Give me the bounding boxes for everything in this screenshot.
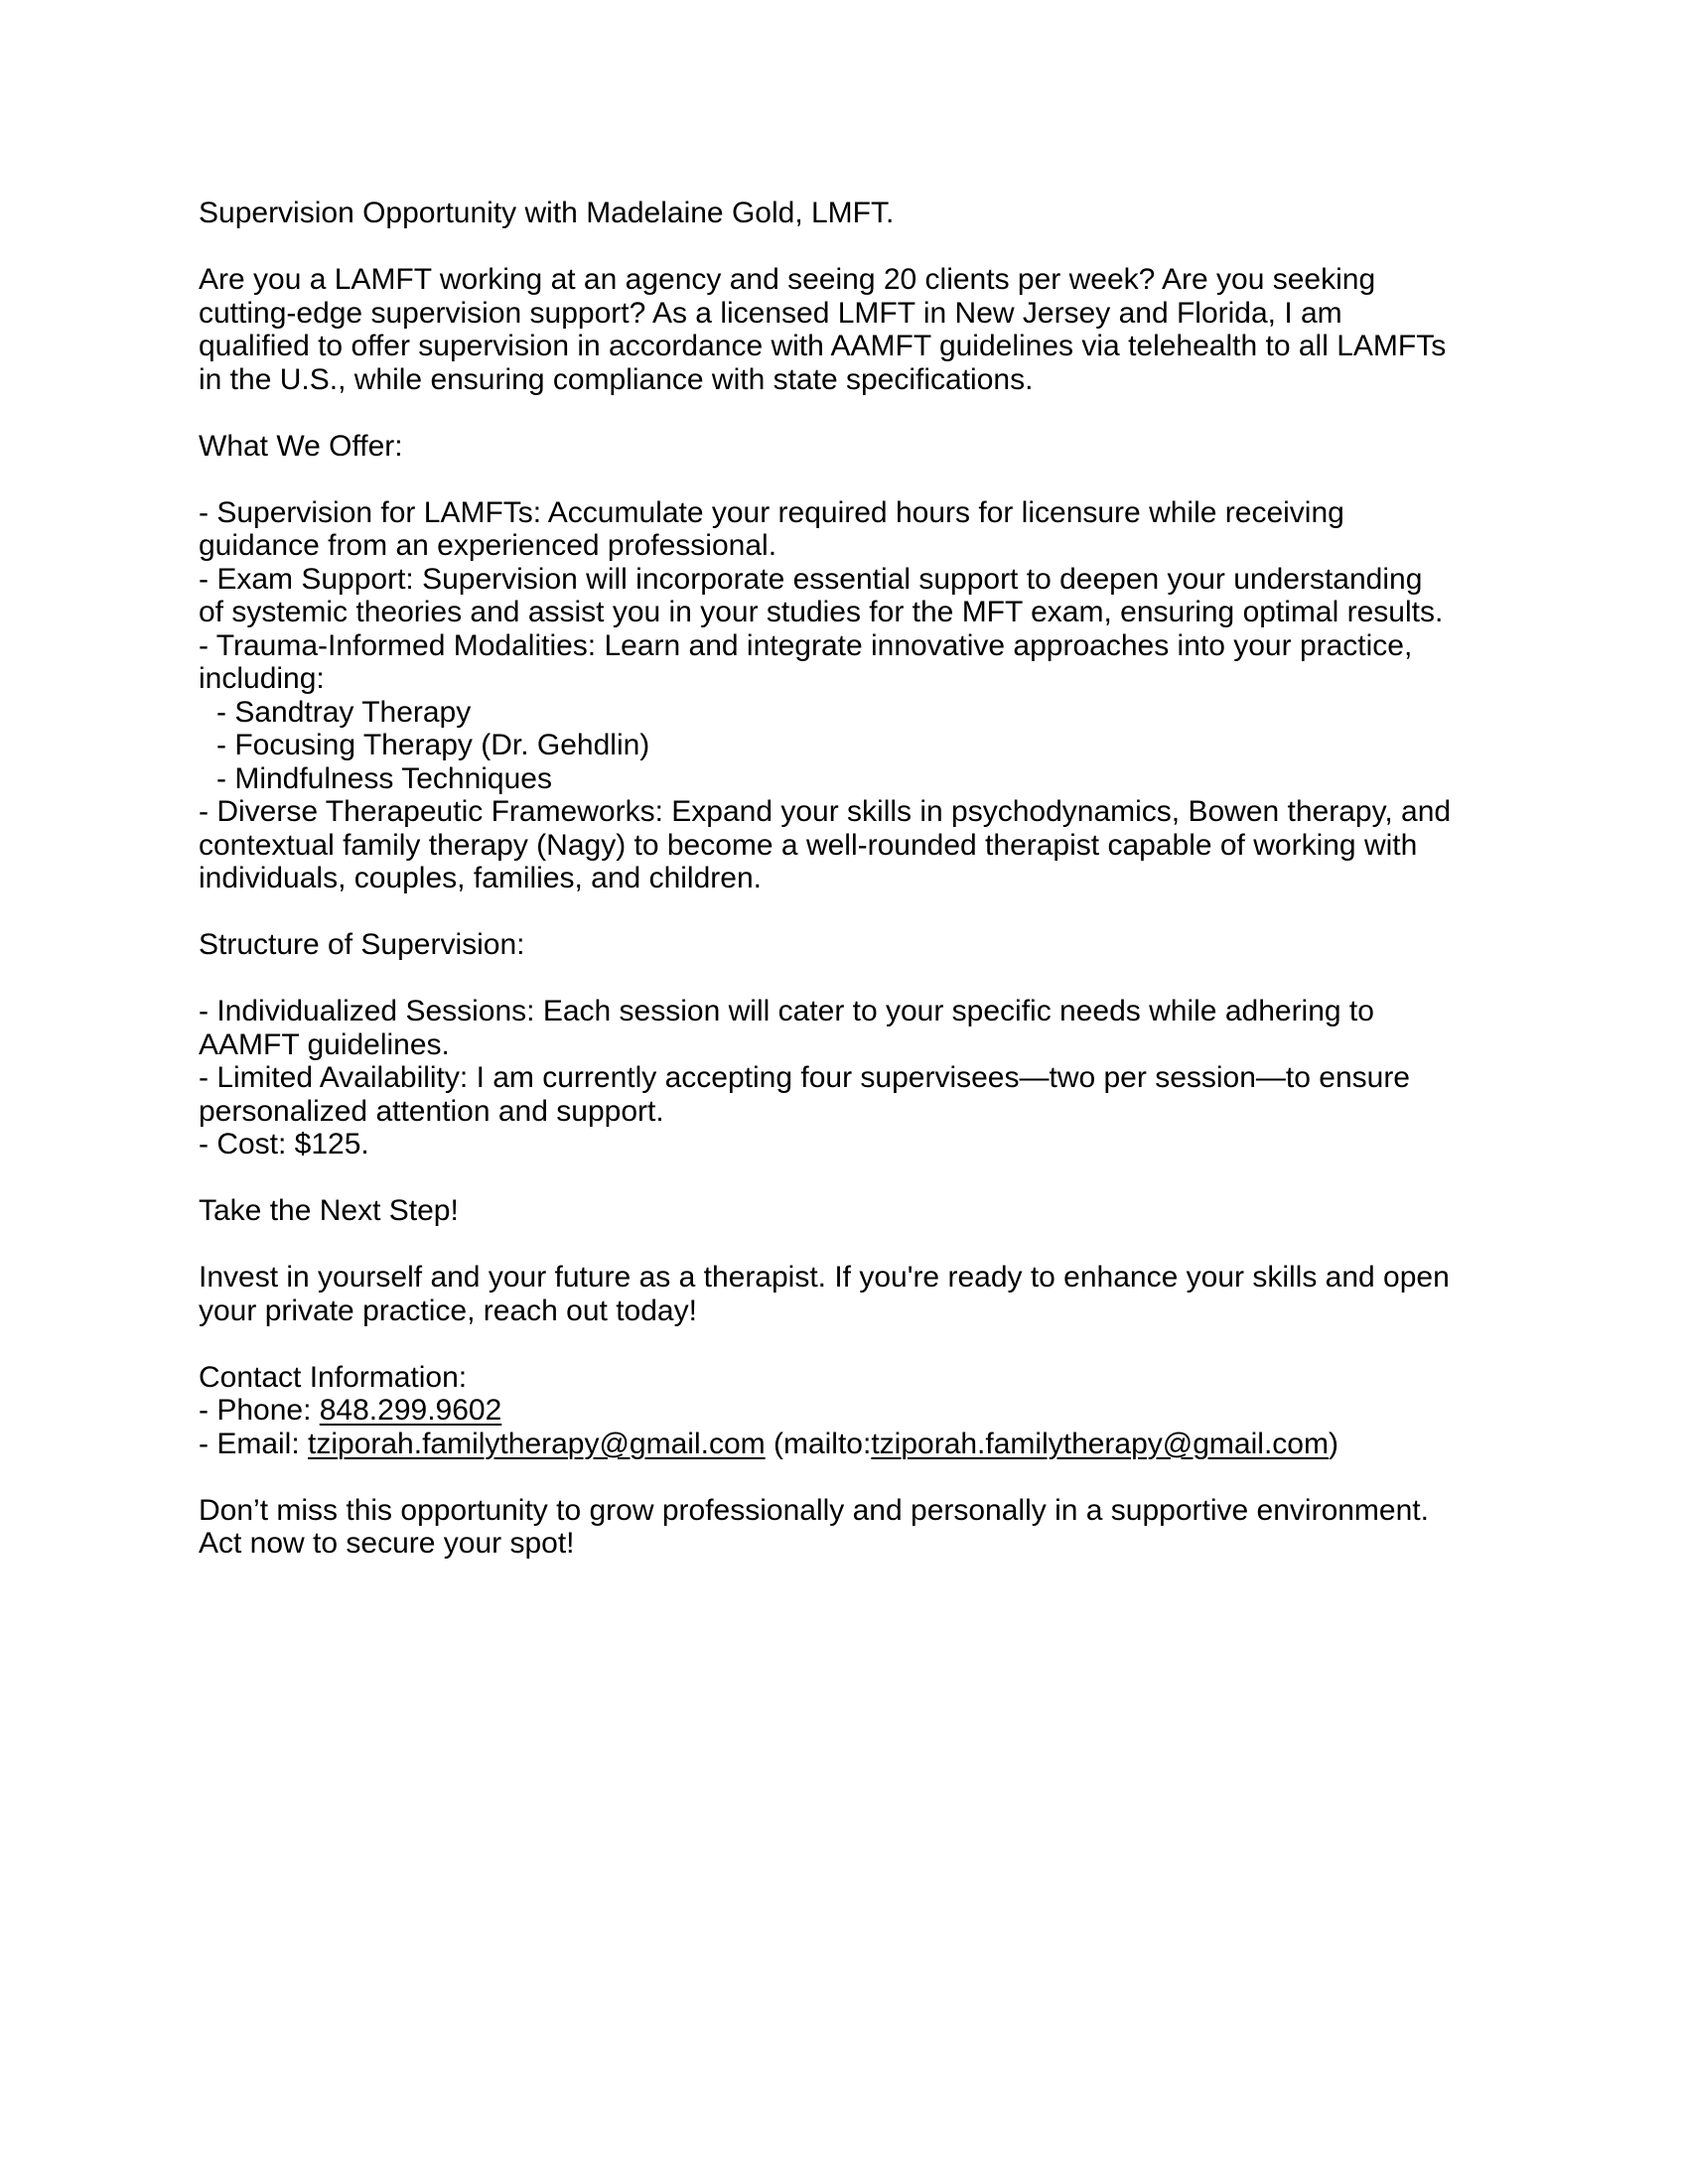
offer-line: contextual family therapy (Nagy) to become a well-rounded therapist capable of working with — [199, 828, 1418, 862]
closing-line: Don’t miss this opportunity to grow professionally and personally in a supportive environment. — [199, 1493, 1429, 1527]
next-step-heading — [199, 1194, 1519, 1228]
contact-heading: Contact Information: — [199, 1360, 468, 1394]
structure-heading — [199, 928, 1519, 962]
next-step-line: Invest in yourself and your future as a therapist. If you're ready to enhance your skills and open — [199, 1261, 1450, 1294]
offer-line: guidance from an experienced professional. — [199, 529, 777, 562]
closing-paragraph — [199, 1494, 1519, 1561]
section-heading: Take the Next Step! — [199, 1194, 459, 1227]
structure-line: - Individualized Sessions: Each session will cater to your specific needs while adhering to — [199, 995, 1374, 1027]
structure-line: - Cost: $125. — [199, 1128, 369, 1160]
intro-line: cutting-edge supervision support? As a licensed LMFT in New Jersey and Florida, I am — [199, 296, 1342, 330]
closing-line: Act now to secure your spot! — [199, 1527, 575, 1560]
offer-list — [199, 496, 1519, 895]
structure-line: - Limited Availability: I am currently accepting four supervisees—two per session—to ensure — [199, 1061, 1410, 1094]
section-heading: What We Offer: — [199, 429, 403, 463]
offer-heading — [199, 430, 1519, 464]
structure-list — [199, 995, 1519, 1161]
document-title — [199, 197, 1519, 230]
offer-line: including: — [199, 662, 325, 695]
contact-section — [199, 1361, 1519, 1461]
mailto-prefix: (mailto: — [765, 1427, 872, 1460]
contact-phone-row — [199, 1394, 1519, 1428]
intro-line: in the U.S., while ensuring compliance with state specifications. — [199, 362, 1034, 396]
mailto-link[interactable]: tziporah.familytherapy@gmail.com — [871, 1427, 1329, 1460]
section-heading: Structure of Supervision: — [199, 928, 525, 961]
offer-line: - Diverse Therapeutic Frameworks: Expand your skills in psychodynamics, Bowen therapy, and — [199, 795, 1452, 828]
phone-link[interactable]: 848.299.9602 — [319, 1394, 502, 1427]
document-page — [199, 197, 1519, 1593]
contact-email-row — [199, 1428, 1519, 1461]
title-text: Supervision Opportunity with Madelaine Gold, LMFT. — [199, 197, 895, 229]
email-link[interactable]: tziporah.familytherapy@gmail.com — [308, 1427, 766, 1460]
offer-line: - Trauma-Informed Modalities: Learn and integrate innovative approaches into your practice, — [199, 628, 1413, 662]
next-step-paragraph — [199, 1261, 1519, 1327]
offer-line: - Supervision for LAMFTs: Accumulate your required hours for licensure while receiving — [199, 495, 1344, 529]
phone-label: - Phone: — [199, 1394, 320, 1427]
offer-line: individuals, couples, families, and children. — [199, 862, 762, 894]
intro-line: Are you a LAMFT working at an agency and seeing 20 clients per week? Are you seeking — [199, 263, 1376, 296]
modality-item: - Sandtray Therapy — [216, 695, 472, 729]
structure-line: personalized attention and support. — [199, 1094, 664, 1128]
offer-line: - Exam Support: Supervision will incorporate essential support to deepen your understanding — [199, 562, 1423, 596]
next-step-line: your private practice, reach out today! — [199, 1294, 697, 1327]
mailto-suffix: ) — [1328, 1427, 1338, 1460]
intro-paragraph — [199, 263, 1519, 396]
offer-line: of systemic theories and assist you in your studies for the MFT exam, ensuring optimal results. — [199, 596, 1444, 628]
intro-line: qualified to offer supervision in accordance with AAMFT guidelines via telehealth to all LAMFTs — [199, 330, 1447, 362]
email-label: - Email: — [199, 1427, 309, 1460]
modality-item: - Focusing Therapy (Dr. Gehdlin) — [216, 729, 650, 761]
modality-item: - Mindfulness Techniques — [216, 761, 552, 795]
structure-line: AAMFT guidelines. — [199, 1027, 450, 1061]
